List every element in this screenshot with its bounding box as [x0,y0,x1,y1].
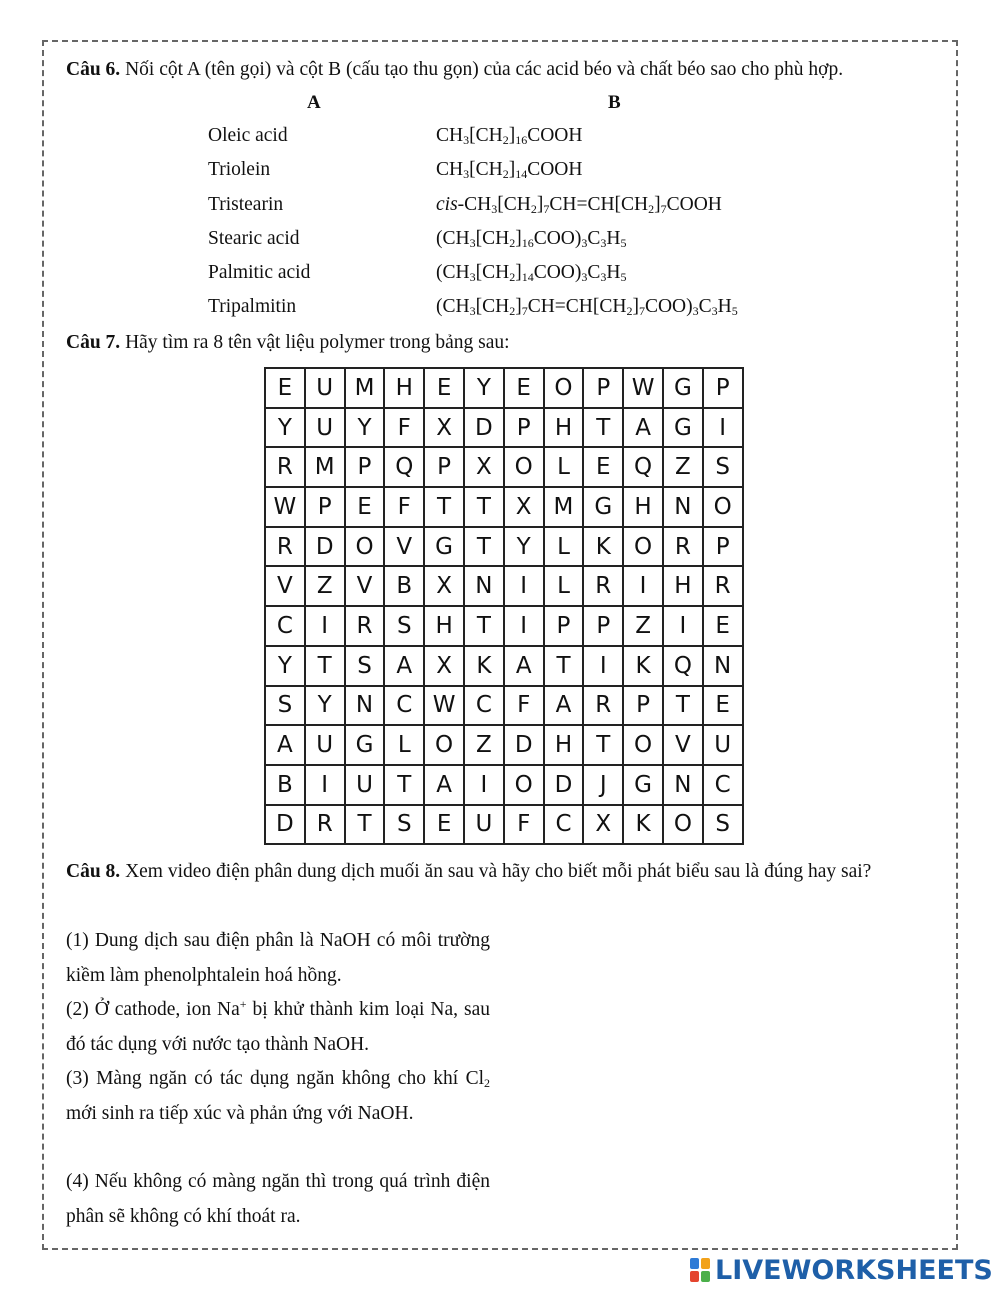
grid-row [265,566,743,606]
grid-cell[interactable]: S [384,606,424,646]
grid-cell[interactable]: R [703,566,743,606]
grid-cell[interactable]: O [703,487,743,527]
grid-cell[interactable]: P [424,447,464,487]
grid-cell[interactable]: N [345,686,385,726]
q6-b-item[interactable]: $CH_3[CH_2]_{16}COOH$ [436,125,583,147]
q7-text: Hãy tìm ra 8 tên vật liệu polymer trong bảng sau: [120,332,510,353]
grid-cell[interactable]: T [464,527,504,567]
grid-cell[interactable]: G [663,408,703,448]
grid-cell[interactable]: X [504,487,544,527]
grid-row [265,606,743,646]
grid-cell[interactable]: H [663,566,703,606]
grid-row [265,527,743,567]
grid-cell[interactable]: A [384,646,424,686]
grid-cell[interactable]: F [384,487,424,527]
q8-text: Xem video điện phân dung dịch muối ăn sau và hãy cho biết mỗi phát biểu sau là đúng hay sai? [120,861,872,882]
grid-row [265,487,743,527]
q6-b-item[interactable]: $(CH_3[CH_2]_{14}COO)_3C_3H_5$ [436,262,627,284]
logo-text: LIVEWORKSHEETS [715,1254,993,1286]
grid-cell[interactable]: O [345,527,385,567]
grid-cell[interactable]: H [544,725,584,765]
grid-cell[interactable]: R [345,606,385,646]
grid-cell[interactable]: V [265,566,305,606]
grid-cell[interactable]: Z [464,725,504,765]
grid-cell[interactable]: T [663,686,703,726]
grid-cell[interactable]: I [305,606,345,646]
grid-cell[interactable]: N [663,765,703,805]
q6-b-item[interactable]: $(CH_3[CH_2]_7CH=CH[CH_2]_7COO)_3C_3H_5$ [436,296,738,318]
grid-cell[interactable]: T [305,646,345,686]
grid-cell[interactable]: W [424,686,464,726]
grid-cell[interactable]: I [703,408,743,448]
grid-cell[interactable]: W [265,487,305,527]
grid-cell[interactable]: H [384,368,424,408]
grid-cell[interactable]: R [583,566,623,606]
grid-cell[interactable]: V [345,566,385,606]
grid-cell[interactable]: N [663,487,703,527]
grid-cell[interactable]: L [384,725,424,765]
grid-row [265,805,743,845]
grid-cell[interactable]: U [305,408,345,448]
grid-cell[interactable]: X [424,566,464,606]
grid-cell[interactable]: C [464,686,504,726]
q7-prompt [66,329,510,357]
grid-cell[interactable]: F [504,686,544,726]
grid-cell[interactable]: T [464,606,504,646]
grid-cell[interactable]: R [265,527,305,567]
grid-cell[interactable]: D [464,408,504,448]
grid-row [265,646,743,686]
grid-cell[interactable]: A [424,765,464,805]
grid-cell[interactable]: K [464,646,504,686]
grid-cell[interactable]: C [703,765,743,805]
grid-cell[interactable]: Q [623,447,663,487]
grid-cell[interactable]: S [265,686,305,726]
q7-label: Câu 7. [66,332,121,353]
grid-cell[interactable]: G [424,527,464,567]
grid-cell[interactable]: P [703,527,743,567]
q6-a-item[interactable]: Triolein [208,159,271,180]
grid-cell[interactable]: D [305,527,345,567]
grid-cell[interactable]: P [544,606,584,646]
grid-cell[interactable]: I [663,606,703,646]
q8-statement-3: (3) Màng ngăn có tác dụng ngăn không cho khí $Cl_2$ mới sinh ra tiếp xúc và phản ứng với NaOH. [66,1068,490,1124]
grid-cell[interactable]: U [464,805,504,845]
grid-cell[interactable]: I [305,765,345,805]
grid-cell[interactable]: E [583,447,623,487]
grid-row [265,368,743,408]
q8-statement-1: (1) Dung dịch sau điện phân là NaOH có môi trường kiềm làm phenolphtalein hoá hồng. [66,930,490,986]
grid-cell[interactable]: I [623,566,663,606]
q6-b-item[interactable]: $CH_3[CH_2]_{14}COOH$ [436,159,583,181]
grid-cell[interactable]: S [703,805,743,845]
grid-cell[interactable]: T [583,725,623,765]
grid-row [265,765,743,805]
grid-cell[interactable]: G [583,487,623,527]
grid-cell[interactable]: P [583,606,623,646]
grid-cell[interactable]: A [265,725,305,765]
grid-cell[interactable]: U [305,725,345,765]
grid-cell[interactable]: T [424,487,464,527]
grid-cell[interactable]: F [384,408,424,448]
q8-label: Câu 8. [66,861,121,882]
liveworksheets-logo [690,1252,993,1288]
grid-cell[interactable]: F [504,805,544,845]
grid-cell[interactable]: V [384,527,424,567]
grid-cell[interactable]: Q [663,646,703,686]
grid-cell[interactable]: Y [464,368,504,408]
q6-col-a-header: A [307,92,321,113]
grid-cell[interactable]: R [305,805,345,845]
grid-cell[interactable]: S [345,646,385,686]
grid-cell[interactable]: B [265,765,305,805]
grid-cell[interactable]: P [305,487,345,527]
grid-cell[interactable]: Y [504,527,544,567]
grid-cell[interactable]: G [345,725,385,765]
grid-cell[interactable]: O [623,527,663,567]
q6-a-item[interactable]: Stearic acid [208,228,300,249]
grid-cell[interactable]: T [345,805,385,845]
q6-b-item[interactable]: cis-$CH_3[CH_2]_7CH=CH[CH_2]_7COOH$ [436,194,722,216]
grid-cell[interactable]: W [623,368,663,408]
grid-cell[interactable]: R [265,447,305,487]
grid-cell[interactable]: Y [305,686,345,726]
grid-cell[interactable]: I [464,765,504,805]
grid-cell[interactable]: N [703,646,743,686]
grid-cell[interactable]: E [703,686,743,726]
grid-cell[interactable]: R [663,527,703,567]
grid-cell[interactable]: P [703,368,743,408]
grid-cell[interactable]: Y [265,408,305,448]
q6-col-b-header: B [608,92,621,113]
grid-cell[interactable]: X [464,447,504,487]
grid-cell[interactable]: H [544,408,584,448]
grid-cell[interactable]: Z [623,606,663,646]
grid-cell[interactable]: A [544,686,584,726]
grid-cell[interactable]: I [583,646,623,686]
grid-cell[interactable]: D [265,805,305,845]
grid-cell[interactable]: B [384,566,424,606]
grid-cell[interactable]: M [345,368,385,408]
grid-cell[interactable]: U [345,765,385,805]
grid-cell[interactable]: O [623,725,663,765]
grid-cell[interactable]: R [583,686,623,726]
grid-cell[interactable]: D [544,765,584,805]
grid-cell[interactable]: I [504,566,544,606]
grid-cell[interactable]: C [384,686,424,726]
grid-cell[interactable]: O [544,368,584,408]
q6-a-item[interactable]: Palmitic acid [208,262,311,283]
grid-cell[interactable]: Z [663,447,703,487]
grid-cell[interactable]: A [504,646,544,686]
grid-cell[interactable]: H [424,606,464,646]
grid-cell[interactable]: Q [384,447,424,487]
grid-cell[interactable]: C [544,805,584,845]
grid-cell[interactable]: S [384,805,424,845]
grid-cell[interactable]: L [544,447,584,487]
grid-cell[interactable]: L [544,527,584,567]
q6-prompt [66,56,843,84]
q6-a-item[interactable]: Oleic acid [208,125,288,146]
q8-prompt [66,855,946,889]
grid-cell[interactable]: K [583,527,623,567]
grid-cell[interactable]: I [504,606,544,646]
grid-row [265,447,743,487]
q8-statement-4: (4) Nếu không có màng ngăn thì trong quá trình điện phân sẽ không có khí thoát ra. [66,1171,490,1227]
grid-cell[interactable]: E [265,368,305,408]
grid-cell[interactable]: L [544,566,584,606]
grid-cell[interactable]: Y [265,646,305,686]
grid-cell[interactable]: T [384,765,424,805]
grid-cell[interactable]: U [305,368,345,408]
grid-cell[interactable]: G [623,765,663,805]
grid-row [265,686,743,726]
grid-cell[interactable]: Z [305,566,345,606]
grid-cell[interactable]: V [663,725,703,765]
q6-b-item[interactable]: $(CH_3[CH_2]_{16}COO)_3C_3H_5$ [436,228,627,250]
word-search-grid [264,367,744,845]
grid-cell[interactable]: E [504,368,544,408]
grid-row [265,725,743,765]
grid-cell[interactable]: O [424,725,464,765]
grid-cell[interactable]: D [504,725,544,765]
q8-statement-2: (2) Ở cathode, ion Na+ bị khử thành kim loại Na, sau đó tác dụng với nước tạo thành NaOH. [66,997,490,1055]
q6-text: Nối cột A (tên gọi) và cột B (cấu tạo thu gọn) của các acid béo và chất béo sao cho phù hợp. [120,59,844,80]
q6-a-item[interactable]: Tristearin [208,194,284,215]
q6-a-item[interactable]: Tripalmitin [208,296,297,317]
grid-cell[interactable]: E [345,487,385,527]
q6-label: Câu 6. [66,59,121,80]
grid-cell[interactable]: Y [345,408,385,448]
grid-cell[interactable]: O [504,447,544,487]
grid-cell[interactable]: O [504,765,544,805]
grid-cell[interactable]: K [623,646,663,686]
grid-cell[interactable]: S [703,447,743,487]
grid-cell[interactable]: U [703,725,743,765]
grid-cell[interactable]: X [583,805,623,845]
grid-cell[interactable]: E [424,805,464,845]
grid-cell[interactable]: P [623,686,663,726]
grid-cell[interactable]: O [663,805,703,845]
grid-cell[interactable]: A [623,408,663,448]
grid-cell[interactable]: P [583,368,623,408]
grid-row [265,408,743,448]
grid-cell[interactable]: N [464,566,504,606]
grid-cell[interactable]: P [504,408,544,448]
grid-cell[interactable]: C [265,606,305,646]
grid-cell[interactable]: E [703,606,743,646]
grid-cell[interactable]: X [424,646,464,686]
grid-cell[interactable]: T [544,646,584,686]
logo-blocks-icon [690,1258,710,1282]
grid-cell[interactable]: M [544,487,584,527]
grid-cell[interactable]: J [583,765,623,805]
grid-cell[interactable]: P [345,447,385,487]
grid-cell[interactable]: X [424,408,464,448]
grid-cell[interactable]: E [424,368,464,408]
grid-cell[interactable]: M [305,447,345,487]
grid-cell[interactable]: K [623,805,663,845]
grid-cell[interactable]: H [623,487,663,527]
grid-cell[interactable]: T [583,408,623,448]
grid-cell[interactable]: G [663,368,703,408]
grid-cell[interactable]: T [464,487,504,527]
